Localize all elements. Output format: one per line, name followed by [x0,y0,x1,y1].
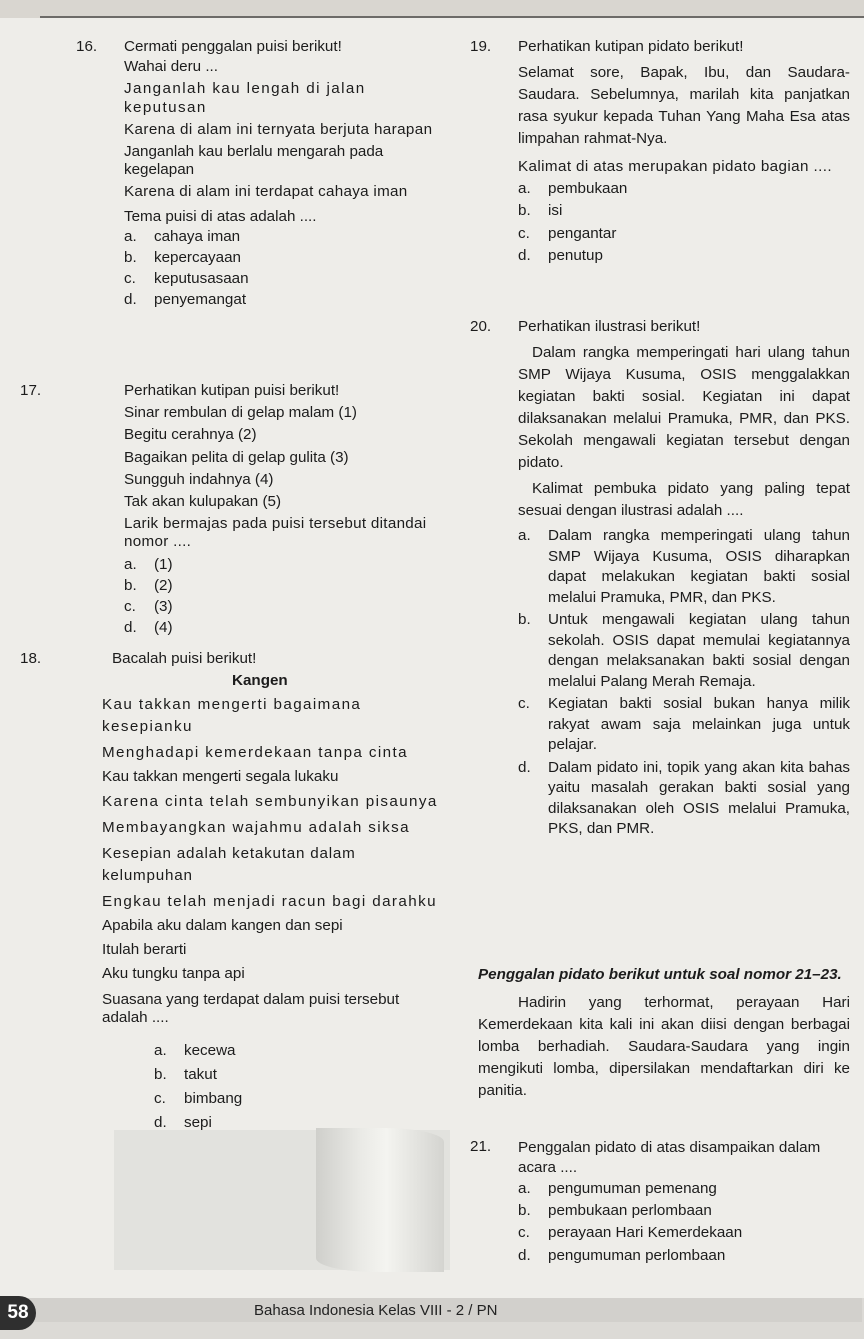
option-letter: c. [124,270,136,288]
option-c[interactable] [124,270,446,288]
option-a[interactable] [518,180,850,198]
poem-line: Aku tungku tanpa api [102,965,245,983]
option-letter: a. [518,180,531,198]
option-d[interactable] [124,619,446,637]
poem-line: Bagaikan pelita di gelap gulita (3) [124,448,349,466]
option-text: penutup [548,246,603,264]
right-column-q20 [470,318,850,840]
poem-line: Karena di alam ini ternyata berjuta harapan [124,120,433,138]
option-letter: b. [518,611,531,629]
poem [102,694,446,1027]
option-text: Untuk mengawali kegiatan ulang tahun sekolah. OSIS dapat memulai kegiatannya dengan melaksanakan bakti sosial dengan melalui Palang Merah Remaja. [548,611,850,690]
question-number: 17. [20,382,42,399]
option-c[interactable] [518,1224,850,1242]
poem-line: Wahai deru ... [124,58,218,76]
question-18 [20,650,446,1132]
question-number: 16. [76,38,98,55]
option-text: (1) [154,555,173,573]
question-text: Larik bermajas pada puisi tersebut ditandai nomor .... [124,515,427,551]
option-text: kepercayaan [154,249,241,267]
option-letter: b. [124,249,137,267]
question-title: Cermati penggalan puisi berikut! [124,38,342,55]
option-b[interactable] [518,1202,850,1220]
poem-line: Apabila aku dalam kangen dan sepi [102,916,343,934]
question-21 [470,1138,850,1265]
book-title: Bahasa Indonesia Kelas VIII - 2 / PN [254,1302,498,1319]
option-text: penyemangat [154,291,247,309]
speech-excerpt: Selamat sore, Bapak, Ibu, dan Saudara-Saudara. Sebelumnya, marilah kita panjatkan rasa syukur kepada Tuhan Yang Maha Esa atas limpahan rahmat-Nya. [518,64,850,148]
question-19 [470,38,850,265]
option-text: Dalam rangka memperingati ulang tahun SMP Wijaya Kusuma, OSIS diharapkan dapat melakukan kegiatan bakti sosial melalui Pramuka, PMR, dan PKS. [548,527,850,606]
question-number: 20. [470,318,492,335]
option-text: pembukaan perlombaan [548,1202,712,1220]
question-title: Perhatikan ilustrasi berikut! [518,318,701,335]
option-letter: d. [124,291,137,309]
right-column-q19 [470,38,850,265]
passage-text: Hadirin yang terhormat, perayaan Hari Kemerdekaan kita kali ini akan diisi dengan berbagai lomba berhadiah. Saudara-Saudara yang ingin mengikuti lomba, dipersilakan mendaftarkan diri ke panitia. [478,994,850,1099]
option-a[interactable] [518,1180,850,1198]
poem-line: Itulah berarti [102,940,187,958]
question-16 [76,38,446,310]
option-text: (4) [154,619,173,637]
passage-heading: Penggalan pidato berikut untuk soal nomor 21–23. [478,966,842,983]
question-number: 19. [470,38,492,55]
option-c[interactable] [124,598,446,616]
question-title: Bacalah puisi berikut! [112,650,257,667]
option-letter: b. [154,1065,167,1083]
question-17 [20,382,446,637]
option-text: Kegiatan bakti sosial bukan hanya milik rakyat awam saja melainkan juga untuk pelajar. [548,695,850,754]
option-letter: a. [518,527,531,545]
left-column [76,38,446,310]
question-title: Perhatikan kutipan puisi berikut! [124,382,340,399]
question-text: Kalimat pembuka pidato yang paling tepat sesuai dengan ilustrasi adalah .... [518,480,850,520]
passage-21-23 [478,964,850,1102]
option-d[interactable] [518,247,850,265]
question-number: 18. [20,650,42,667]
option-letter: c. [154,1090,166,1108]
option-letter: a. [154,1041,167,1059]
poem-line: Kesepian adalah ketakutan dalam kelumpuhan [102,844,356,884]
question-text: Tema puisi di atas adalah .... [124,207,317,225]
option-letter: a. [518,1180,531,1197]
option-letter: b. [518,1202,531,1220]
option-text: Dalam pidato ini, topik yang akan kita bahas yaitu masalah gerakan bakti sosial yang dilaksanakan oleh OSIS melalui Pramuka, PKS, dan PMR. [548,758,850,838]
poem-line: Membayangkan wajahmu adalah siksa [102,818,410,836]
option-letter: a. [124,555,137,573]
option-letter: d. [124,619,137,637]
question-text: Penggalan pidato di atas disampaikan dalam acara .... [518,1139,821,1176]
poem-line: Sinar rembulan di gelap malam (1) [124,404,357,422]
option-letter: c. [518,1224,530,1242]
poem-line: Menghadapi kemerdekaan tanpa cinta [102,744,408,762]
option-text: takut [184,1065,217,1083]
poem-line: Kau takkan mengerti segala lukaku [102,768,339,786]
option-text: sepi [184,1114,212,1132]
option-letter: c. [518,224,530,242]
option-text: pengumuman perlombaan [548,1246,726,1264]
option-text: cahaya iman [154,227,241,245]
left-column-q18 [20,650,446,1132]
poem-title: Kangen [232,672,288,690]
option-text: isi [548,202,563,220]
option-letter: c. [124,598,136,616]
option-a[interactable] [518,526,850,608]
option-d[interactable] [154,1114,446,1132]
option-b[interactable] [124,577,446,595]
option-b[interactable] [124,249,446,267]
option-d[interactable] [518,758,850,840]
poem-line: Kau takkan mengerti bagaimana kesepianku [102,696,362,736]
option-text: bimbang [184,1090,243,1108]
question-title: Perhatikan kutipan pidato berikut! [518,38,744,55]
poem-line: Karena di alam ini terdapat cahaya iman [124,183,408,201]
option-text: keputusasaan [154,270,249,288]
option-letter: b. [518,202,531,220]
right-column-q21 [470,1138,850,1265]
scroll-curl-decoration [316,1128,444,1272]
option-a[interactable] [124,228,446,246]
question-20 [470,318,850,840]
option-letter: d. [518,246,531,264]
option-c[interactable] [154,1090,446,1108]
poem-line: Janganlah kau lengah di jalan keputusan [124,80,366,116]
option-letter: d. [518,758,531,776]
option-letter: b. [124,576,137,594]
option-text: pembukaan [548,180,628,198]
option-b[interactable] [518,202,850,220]
option-text: (2) [154,576,173,594]
option-a[interactable] [124,556,446,574]
poem-line: Karena cinta telah sembunyikan pisaunya [102,792,438,810]
option-letter: d. [154,1114,167,1132]
option-letter: c. [518,695,530,713]
left-column-q17 [20,382,446,637]
poem-line: Sungguh indahnya (4) [124,470,274,488]
question-text: Kalimat di atas merupakan pidato bagian .... [518,158,832,176]
option-d[interactable] [124,291,446,309]
option-text: pengantar [548,224,617,242]
option-letter: d. [518,1246,531,1264]
option-text: (3) [154,598,173,616]
question-number: 21. [470,1138,492,1155]
option-c[interactable] [518,694,850,756]
poem [124,404,446,511]
option-text: kecewa [184,1041,236,1059]
option-a[interactable] [154,1042,446,1060]
option-text: perayaan Hari Kemerdekaan [548,1224,743,1242]
option-d[interactable] [518,1247,850,1265]
option-c[interactable] [518,225,850,243]
question-text: Suasana yang terdapat dalam puisi tersebut adalah .... [102,991,400,1027]
page-number: 58 [0,1296,36,1330]
illustration-text: Dalam rangka memperingati hari ulang tahun SMP Wijaya Kusuma, OSIS menggalakkan kegiatan bakti sosial. Kegiatan ini dapat dilaksanakan melalui Pramuka, PMR, dan PKS. Sekolah mengawali kegiatan tersebut dengan pidato. [518,344,850,472]
poem-line: Tak akan kulupakan (5) [124,493,282,511]
poem-line: Begitu cerahnya (2) [124,426,257,444]
option-b[interactable] [518,610,850,692]
poem [124,58,446,201]
poem-line: Engkau telah menjadi racun bagi darahku [102,892,437,910]
poem-line: Janganlah kau berlalu mengarah pada kegelapan [124,143,384,179]
option-b[interactable] [154,1066,446,1084]
option-text: pengumuman pemenang [548,1180,717,1197]
option-letter: a. [124,227,137,245]
